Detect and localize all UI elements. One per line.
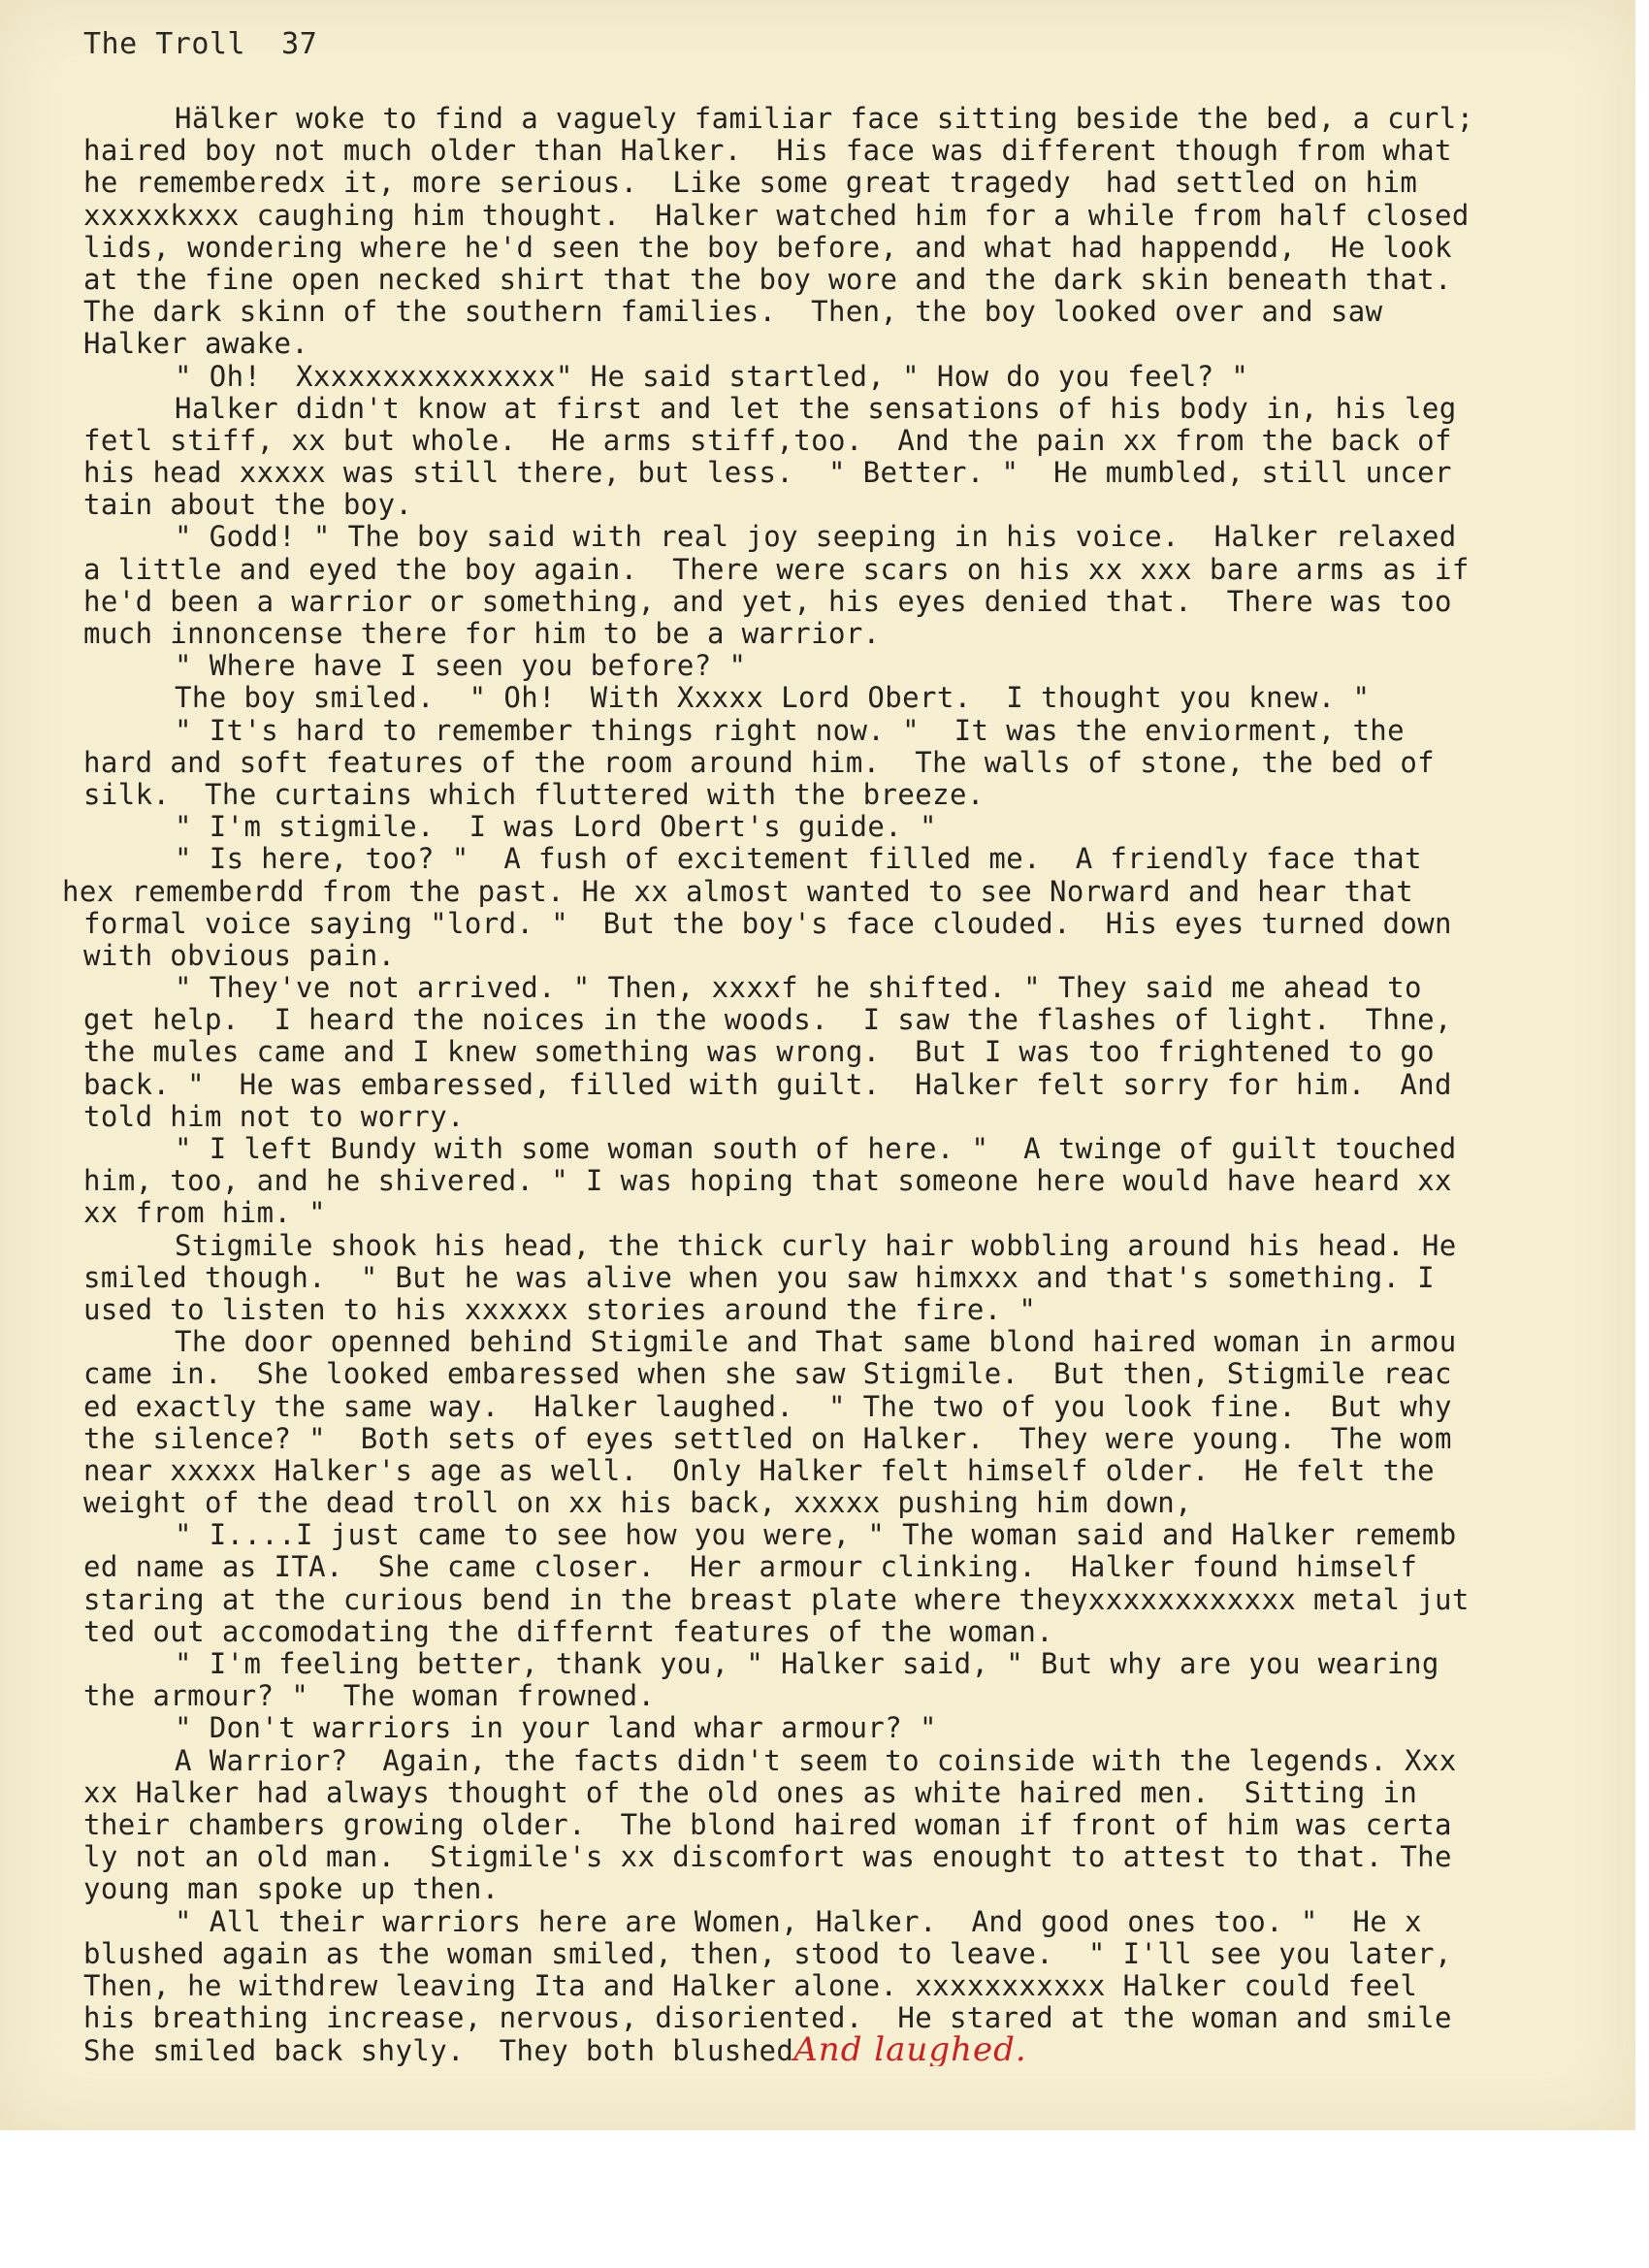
text-line <box>83 618 1632 650</box>
line-text: Stigmile shook his head, the thick curly hair wobbling around his head. He <box>175 1229 1457 1262</box>
handwritten-note: And laughed. <box>793 2034 1027 2067</box>
line-text: with obvious pain. <box>83 939 396 972</box>
text-line <box>83 489 1632 521</box>
text-line <box>83 715 1632 747</box>
line-text: " I left Bundy with some woman south of here. " A twinge of guilt touched <box>175 1133 1457 1165</box>
page-body <box>62 103 1632 2067</box>
text-line <box>83 1004 1632 1036</box>
text-line <box>83 425 1632 457</box>
line-text: The dark skinn of the southern families. Then, the boy looked over and saw <box>83 296 1383 329</box>
line-text: much innoncense there for him to be a warrior. <box>83 618 881 650</box>
text-line <box>83 1680 1632 1712</box>
line-text: fetl stiff, xx but whole. He arms stiff,too. And the pain xx from the back of <box>83 424 1452 457</box>
text-line <box>83 1938 1632 1970</box>
line-text: hex rememberdd from the past. He xx almost wanted to see Norward and hear that <box>62 875 1414 908</box>
line-text: tain about the boy. <box>83 489 413 522</box>
line-text: hard and soft features of the room around him. The walls of stone, the bed of <box>83 746 1436 779</box>
text-line <box>83 1455 1632 1487</box>
text-line <box>83 1230 1632 1262</box>
text-line <box>83 1841 1632 1873</box>
text-line <box>83 1745 1632 1777</box>
line-text: formal voice saying "lord. " But the boy's face clouded. His eyes turned down <box>83 907 1452 940</box>
text-line <box>83 457 1632 489</box>
text-line <box>83 1036 1632 1068</box>
text-line <box>83 1326 1632 1358</box>
text-line <box>83 1873 1632 1905</box>
text-line <box>83 1777 1632 1809</box>
text-line <box>83 843 1632 875</box>
text-line <box>83 650 1632 682</box>
text-line <box>83 1809 1632 1841</box>
line-text: " Oh! Xxxxxxxxxxxxxxx" He said startled, " How do you feel? " <box>175 360 1249 393</box>
line-text: Hälker woke to find a vaguely familiar face sitting beside the bed, a curl; <box>175 103 1474 135</box>
line-text: he rememberedx it, more serious. Like some great tragedy had settled on him <box>83 167 1418 200</box>
text-line <box>83 554 1632 586</box>
line-text: the armour? " The woman frowned. <box>83 1680 656 1713</box>
line-text: his head xxxxx was still there, but less. " Better. " He mumbled, still uncer <box>83 457 1452 490</box>
text-line <box>83 296 1632 328</box>
line-text: back. " He was embaressed, filled with guilt. Halker felt sorry for him. And <box>83 1068 1452 1101</box>
text-line <box>83 361 1632 393</box>
text-line <box>83 940 1632 972</box>
line-text: at the fine open necked shirt that the boy wore and the dark skin beneath that. <box>83 263 1452 296</box>
line-text: xxxxxkxxx caughing him thought. Halker watched him for a while from half closed <box>83 199 1470 232</box>
text-line <box>83 1487 1632 1519</box>
line-text: " Don't warriors in your land whar armour? " <box>175 1712 937 1745</box>
text-line <box>83 908 1632 940</box>
text-line <box>83 682 1632 714</box>
text-line <box>83 1519 1632 1551</box>
text-line <box>83 521 1632 553</box>
line-text: near xxxxx Halker's age as well. Only Halker felt himself older. He felt the <box>83 1454 1436 1487</box>
line-text: " It's hard to remember things right now. " It was the enviorment, the <box>175 714 1406 747</box>
line-text: weight of the dead troll on xx his back, xxxxx pushing him down, <box>83 1487 1193 1520</box>
line-text: him, too, and he shivered. " I was hoping that someone here would have heard xx <box>83 1165 1452 1198</box>
line-text: used to listen to his xxxxxx stories around the fire. " <box>83 1293 1037 1326</box>
text-line <box>83 328 1632 360</box>
text-line <box>83 135 1632 167</box>
text-line <box>83 1423 1632 1455</box>
line-text: " All their warriors here are Women, Halker. And good ones too. " He x <box>175 1905 1422 1938</box>
line-text: haired boy not much older than Halker. His face was different though from what <box>83 135 1452 168</box>
line-text: Halker didn't know at first and let the sensations of his body in, his leg <box>175 392 1457 425</box>
text-line <box>83 1197 1632 1229</box>
line-text: " Where have I seen you before? " <box>175 650 747 683</box>
text-line <box>83 1069 1632 1101</box>
text-line <box>83 1294 1632 1326</box>
line-text: " I....I just came to see how you were, " The woman said and Halker rememb <box>175 1519 1457 1552</box>
text-line <box>83 232 1632 264</box>
line-text: silk. The curtains which fluttered with the breeze. <box>83 778 985 811</box>
line-text: Then, he withdrew leaving Ita and Halker alone. xxxxxxxxxxx Halker could feel <box>83 1969 1418 2002</box>
text-line <box>83 1712 1632 1744</box>
text-line <box>83 1970 1632 2002</box>
line-text: came in. She looked embaressed when she saw Stigmile. But then, Stigmile reac <box>83 1358 1452 1391</box>
text-line <box>83 103 1632 135</box>
line-text: ed name as ITA. She came closer. Her armour clinking. Halker found himself <box>83 1551 1418 1584</box>
line-text: " Godd! " The boy said with real joy seeping in his voice. Halker relaxed <box>175 521 1457 554</box>
line-text: xx from him. " <box>83 1197 327 1230</box>
line-text: " They've not arrived. " Then, xxxxf he shifted. " They said me ahead to <box>175 972 1422 1005</box>
text-line <box>83 747 1632 779</box>
text-line <box>83 811 1632 843</box>
line-text: Halker awake. <box>83 328 309 361</box>
line-text: She smiled back shyly. They both blushed <box>83 2034 794 2067</box>
page-header: The Troll 37 <box>83 27 318 61</box>
text-line <box>83 972 1632 1004</box>
line-text: smiled though. " But he was alive when you saw himxxx and that's something. I <box>83 1261 1436 1294</box>
line-text: get help. I heard the noices in the woods. I saw the flashes of light. Thne, <box>83 1004 1452 1037</box>
line-text: ly not an old man. Stigmile's xx discomfort was enought to attest to that. The <box>83 1841 1452 1874</box>
line-text: their chambers growing older. The blond haired woman if front of him was certa <box>83 1808 1452 1841</box>
line-text: " I'm feeling better, thank you, " Halker said, " But why are you wearing <box>175 1648 1439 1680</box>
line-text: staring at the curious bend in the breast plate where theyxxxxxxxxxxxx metal jut <box>83 1583 1470 1616</box>
text-line <box>62 876 1632 908</box>
line-text: ed exactly the same way. Halker laughed. " The two of you look fine. But why <box>83 1390 1452 1423</box>
text-line <box>83 1133 1632 1165</box>
text-line <box>83 1262 1632 1294</box>
line-text: his breathing increase, nervous, disoriented. He stared at the woman and smile <box>83 2002 1452 2035</box>
line-text: he'd been a warrior or something, and yet, his eyes denied that. There was too <box>83 585 1452 618</box>
text-line <box>83 779 1632 811</box>
line-text: the silence? " Both sets of eyes settled on Halker. They were young. The wom <box>83 1422 1452 1455</box>
line-text: young man spoke up then. <box>83 1873 500 1906</box>
line-text: ted out accomodating the differnt features of the woman. <box>83 1615 1054 1648</box>
line-text: " Is here, too? " A fush of excitement filled me. A friendly face that <box>175 843 1422 876</box>
text-line <box>83 1551 1632 1583</box>
line-text: told him not to worry. <box>83 1100 465 1133</box>
text-line <box>83 1391 1632 1423</box>
line-text: the mules came and I knew something was wrong. But I was too frightened to go <box>83 1036 1436 1069</box>
text-line <box>83 200 1632 232</box>
line-text: The boy smiled. " Oh! With Xxxxx Lord Obert. I thought you knew. " <box>175 682 1371 715</box>
line-text: The door openned behind Stigmile and That same blond haired woman in armou <box>175 1326 1457 1359</box>
text-line <box>83 167 1632 199</box>
text-line <box>83 586 1632 618</box>
text-line <box>83 1584 1632 1616</box>
text-line <box>83 1101 1632 1133</box>
text-line <box>83 393 1632 425</box>
text-line <box>83 1648 1632 1680</box>
line-text: " I'm stigmile. I was Lord Obert's guide. " <box>175 811 937 844</box>
text-line <box>83 2002 1632 2034</box>
line-text: xx Halker had always thought of the old ones as white haired men. Sitting in <box>83 1776 1418 1809</box>
text-line <box>83 1906 1632 1938</box>
text-line <box>83 1165 1632 1197</box>
text-line <box>83 264 1632 296</box>
line-text: a little and eyed the boy again. There were scars on his xx xxx bare arms as if <box>83 553 1470 586</box>
line-text: lids, wondering where he'd seen the boy before, and what had happendd, He look <box>83 231 1452 264</box>
text-line <box>83 2034 1632 2066</box>
text-line <box>83 1616 1632 1648</box>
text-line <box>83 1358 1632 1390</box>
line-text: A Warrior? Again, the facts didn't seem to coinside with the legends. Xxx <box>175 1744 1457 1777</box>
line-text: blushed again as the woman smiled, then, stood to leave. " I'll see you later, <box>83 1937 1452 1970</box>
